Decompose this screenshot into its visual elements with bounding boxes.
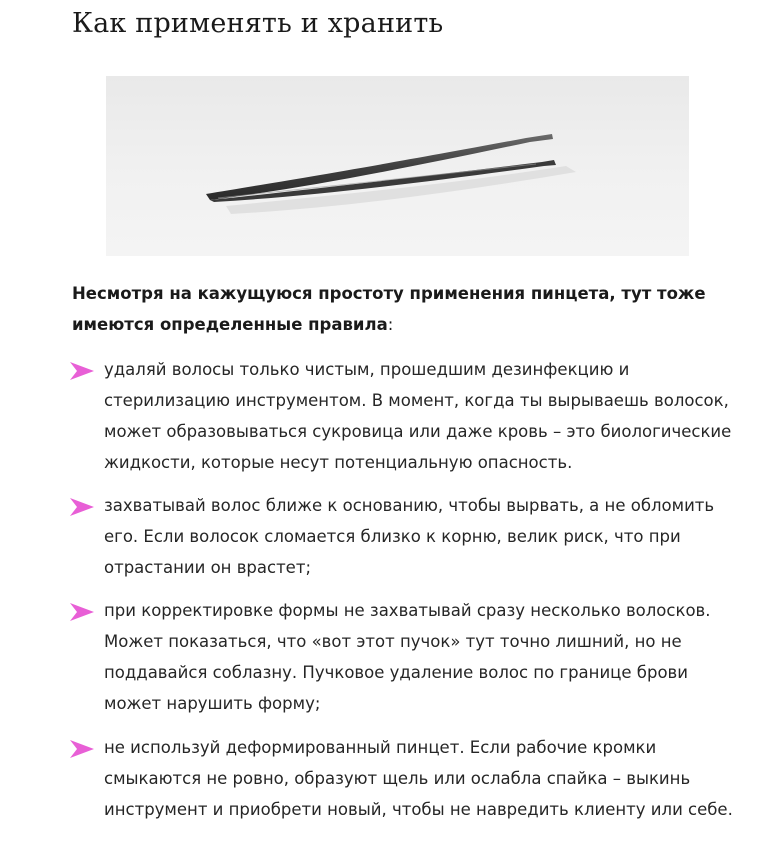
arrow-bullet-icon	[70, 740, 94, 758]
arrow-bullet-icon	[70, 498, 94, 516]
intro-bold: Несмотря на кажущуюся простоту применения пинцета, тут тоже имеются определенные правила	[72, 284, 706, 334]
tweezers-image	[106, 76, 689, 256]
arrow-bullet-icon	[70, 362, 94, 380]
arrow-bullet-icon	[70, 603, 94, 621]
list-item-text: при корректировке формы не захватывай сразу несколько волосков. Может показаться, что «вот этот пучок» тут точно лишний, но не поддавайся соблазну. Пучковое удаление волос по границе брови может нарушить форму;	[104, 601, 711, 713]
intro-paragraph	[72, 278, 732, 340]
section-heading: Как применять и хранить	[72, 8, 444, 39]
list-item-text: не используй деформированный пинцет. Если рабочие кромки смыкаются не ровно, образуют щель или ослабла спайка – выкинь инструмент и приобрети новый, чтобы не навредить клиенту или себе.	[104, 738, 733, 819]
tweezers-illustration	[106, 76, 689, 256]
list-item-text: удаляй волосы только чистым, прошедшим дезинфекцию и стерилизацию инструментом. В момент, когда ты вырываешь волосок, может образовываться сукровица или даже кровь – это биологические жидкости, которые несут потенциальную опасность.	[104, 360, 732, 472]
list-item-text: захватывай волос ближе к основанию, чтобы вырвать, а не обломить его. Если волосок сломается близко к корню, велик риск, что при отрастании он врастет;	[104, 496, 715, 577]
intro-suffix: :	[387, 315, 394, 334]
